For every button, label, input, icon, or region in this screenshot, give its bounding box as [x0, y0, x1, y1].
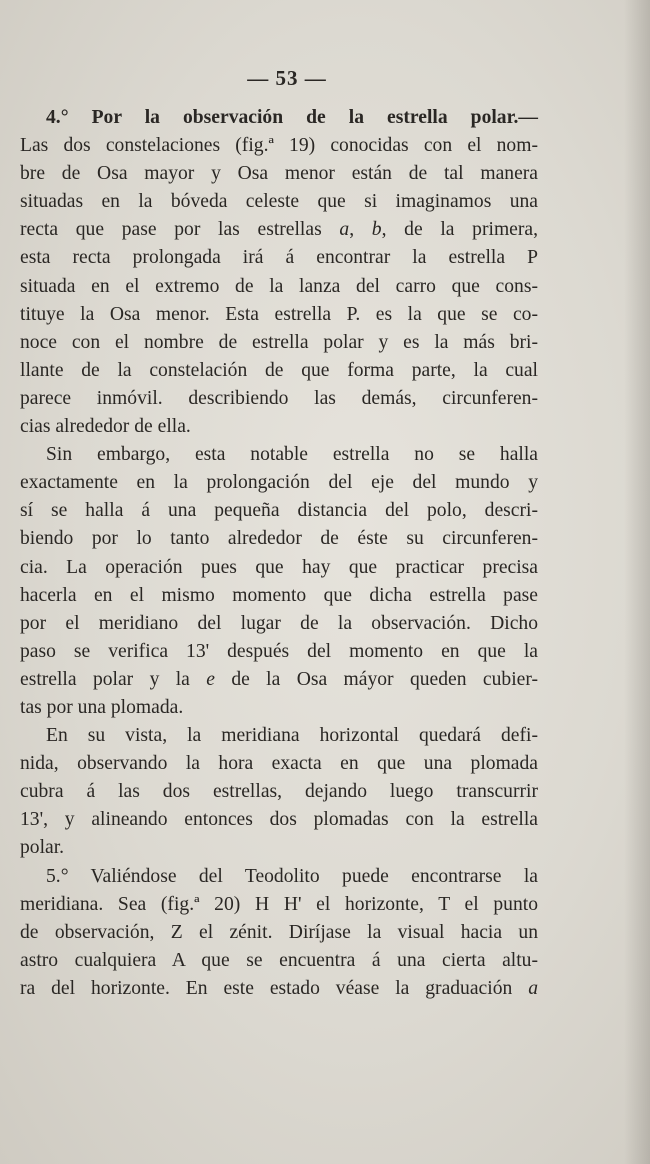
text-line: polar.	[20, 837, 65, 859]
text-line	[20, 975, 538, 1003]
text-line: bre de Osa mayor y Osa menor están de tal manera	[20, 163, 538, 185]
text-line: cubra á las dos estrellas, dejando luego transcurrir	[20, 781, 538, 803]
text-line: meridiana. Sea (fig.ª 20) H H' el horizonte, T el punto	[20, 893, 538, 915]
text-segment: ra del horizonte. En este estado véase la graduación	[20, 977, 529, 999]
italic-variable: a	[528, 977, 538, 999]
text-line: astro cualquiera A que se encuentra á una cierta altu-	[20, 949, 538, 971]
text-line: Las dos constelaciones (fig.ª 19) conocidas con el nom-	[20, 135, 538, 157]
text-line: situadas en la bóveda celeste que si imaginamos una	[20, 191, 538, 213]
text-line: tas por una plomada.	[20, 696, 184, 718]
text-line: llante de la constelación de que forma parte, la cual	[20, 359, 538, 381]
text-line: En su vista, la meridiana horizontal quedará defi-	[46, 725, 538, 747]
text-line: noce con el nombre de estrella polar y es la más bri-	[20, 331, 538, 353]
italic-variable: a	[339, 219, 350, 241]
italic-variable: b	[371, 219, 382, 241]
text-line	[20, 216, 538, 244]
text-line: exactamente en la prolongación del eje del mundo y	[20, 472, 538, 494]
text-line: biendo por lo tanto alrededor de éste su circunferen-	[20, 528, 538, 550]
text-line: por el meridiano del lugar de la observación. Dicho	[20, 612, 538, 634]
page-number: — 53 —	[247, 66, 327, 90]
text-line: sí se halla á una pequeña distancia del polo, descri-	[20, 500, 538, 522]
text-line: paso se verifica 13' después del momento en que la	[20, 640, 538, 662]
text-segment: recta que pase por las estrellas	[20, 219, 340, 241]
text-line: situada en el extremo de la lanza del carro que cons-	[20, 275, 538, 297]
text-line: cia. La operación pues que hay que practicar precisa	[20, 556, 538, 578]
text-line: hacerla en el mismo momento que dicha estrella pase	[20, 584, 538, 606]
text-line: esta recta prolongada irá á encontrar la estrella P	[20, 247, 538, 269]
text-segment: estrella polar y la	[20, 668, 207, 690]
text-line: 5.° Valiéndose del Teodolito puede encontrarse la	[46, 865, 538, 887]
text-line	[20, 666, 538, 694]
text-line: 4.° Por la observación de la estrella polar.—	[46, 107, 538, 128]
text-segment: ,	[349, 219, 372, 241]
text-line: parece inmóvil. describiendo las demás, circunferen-	[20, 387, 538, 409]
text-line: nida, observando la hora exacta en que una plomada	[20, 753, 538, 775]
text-segment: de la Osa máyor queden cubier-	[214, 668, 538, 690]
text-segment: , de la primera,	[381, 219, 539, 241]
text-line: de observación, Z el zénit. Diríjase la visual hacia un	[20, 921, 538, 943]
text-line: 13', y alineando entonces dos plomadas con la estrella	[20, 809, 538, 831]
text-line: Sin embargo, esta notable estrella no se halla	[46, 444, 538, 466]
body-text	[20, 104, 538, 1003]
text-line: tituye la Osa menor. Esta estrella P. es la que se co-	[20, 303, 538, 325]
page-edge-shadow	[624, 0, 650, 1164]
text-line: cias alrededor de ella.	[20, 416, 191, 438]
italic-variable: e	[206, 668, 215, 690]
